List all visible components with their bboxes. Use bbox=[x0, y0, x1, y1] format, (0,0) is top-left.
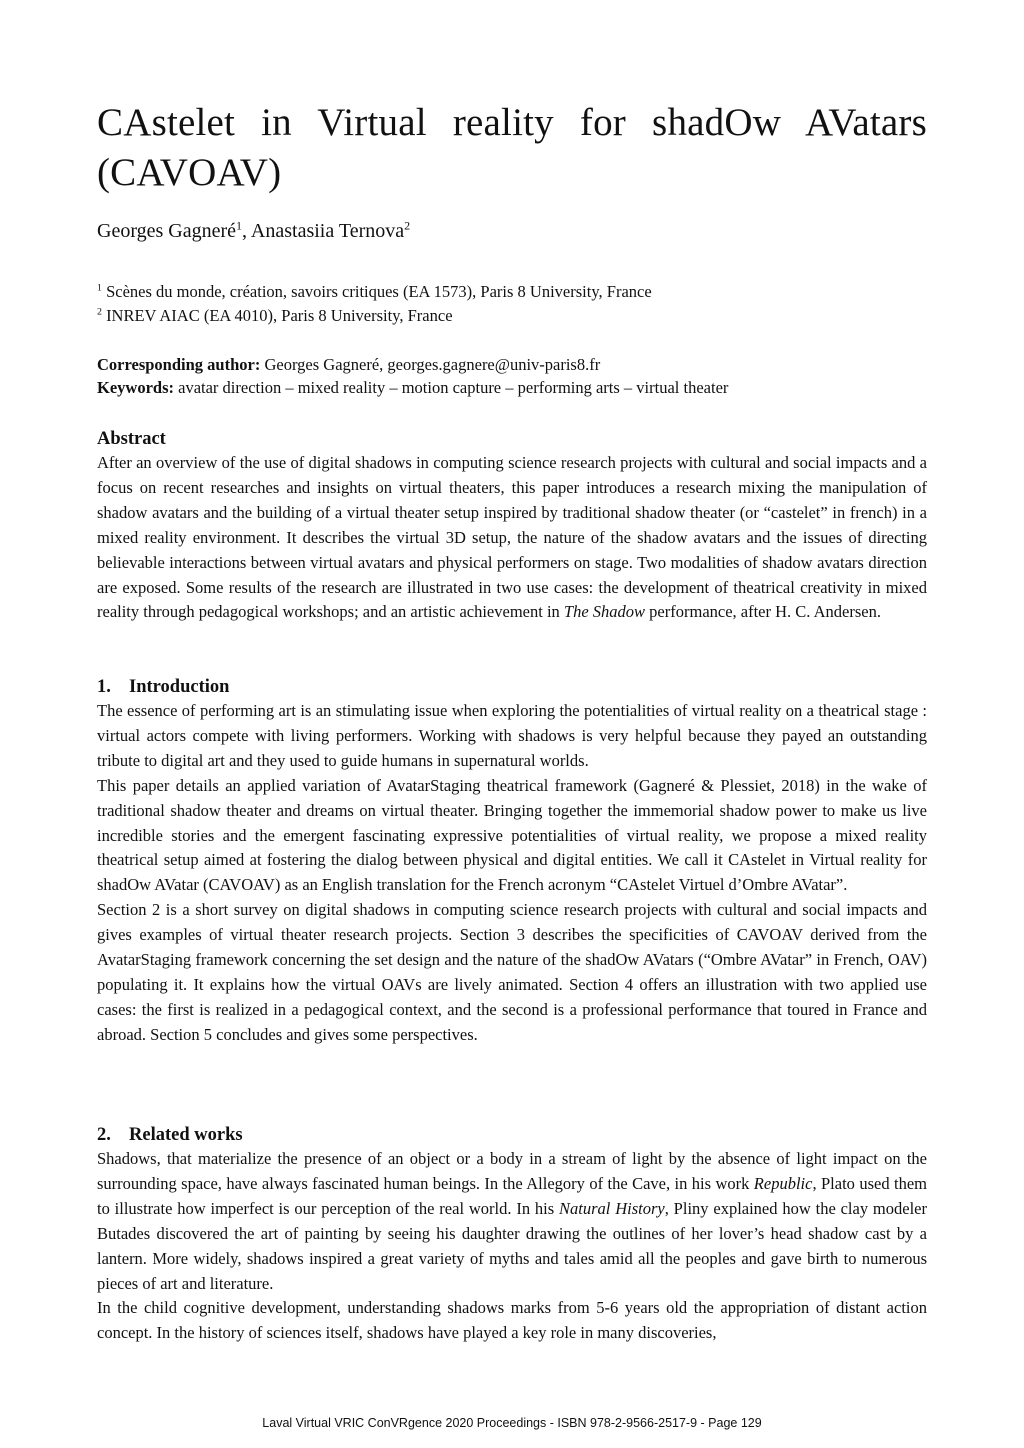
affiliation-text: INREV AIAC (EA 4010), Paris 8 University, France bbox=[101, 306, 453, 325]
paragraph-part: Shadows, that materialize the presence of an object or a body in a stream of light by the absence of light impact on the surrounding space, have always fascinated human beings. In the Allegory of the Cave, in his work bbox=[97, 1149, 927, 1193]
affiliation-marker: 1 bbox=[236, 218, 243, 233]
section-title: Related works bbox=[129, 1125, 243, 1145]
corresponding-value: Georges Gagneré, georges.gagnere@univ-paris8.fr bbox=[260, 355, 601, 374]
paragraph bbox=[97, 1147, 927, 1296]
italic-work-title: Natural History bbox=[559, 1198, 665, 1218]
section-number: 1. bbox=[97, 677, 111, 697]
italic-work-title: Republic bbox=[753, 1173, 813, 1193]
paragraph: This paper details an applied variation of AvatarStaging theatrical framework (Gagneré & Plessiet, 2018) in the wake of traditional shadow theater and dreams on virtual theater. Bringing together the immemorial shadow power to make us live incredible stories and the emergent fascinating expressive potentialities of virtual reality, we propose a mixed reality theatrical setup aimed at fostering the dialog between physical and digital entities. We call it CAstelet in Virtual reality for shadOw AVatar (CAVOAV) as an English translation for the French acronym “CAstelet Virtuel d’Ombre AVatar”. bbox=[97, 775, 927, 895]
affiliation-marker: 2 bbox=[97, 306, 102, 318]
page-footer: Laval Virtual VRIC ConVRgence 2020 Proceedings - ISBN 978-2-9566-2517-9 - Page 129 bbox=[262, 1416, 762, 1430]
section-heading bbox=[97, 1123, 927, 1147]
author-separator: , bbox=[242, 220, 251, 242]
paragraph: In the child cognitive development, understanding shadows marks from 5-6 years old the appropriation of distant action concept. In the history of sciences itself, shadows have played a key role in many discoveries, bbox=[97, 1298, 927, 1343]
author-line bbox=[97, 218, 410, 244]
abstract-text-part: After an overview of the use of digital shadows in computing science research projects with cultural and social impacts and a focus on recent researches and insights on virtual theaters, this paper introduces a research mixing the manipulation of shadow avatars and the building of a virtual theater setup inspired by traditional shadow theater (or “castelet” in french) in a mixed reality environment. It describes the virtual 3D setup, the nature of the shadow avatars and the issues of directing believable interactions between virtual avatars and physical performers on stage. Two modalities of shadow avatars direction are exposed. Some results of the research are illustrated in two use cases: the development of theatrical creativity in mixed reality through pedagogical workshops; and an artistic achievement in bbox=[97, 453, 927, 622]
paragraph-part: , Plato used them to illustrate how imperfect is our perception of the real world. In his bbox=[97, 1173, 927, 1218]
section-heading bbox=[97, 675, 927, 699]
keywords-label: Keywords: bbox=[97, 378, 174, 397]
paragraph: Section 2 is a short survey on digital shadows in computing science research projects with cultural and social impacts and gives examples of virtual theater research projects. Section 3 describes the specificities of CAVOAV derived from the AvatarStaging framework concerning the set design and the nature of the shadOw AVatars (“Ombre AVatar” in French, OAV) populating it. It explains how the virtual OAVs are lively animated. Section 4 offers an illustration with two applied use cases: the first is realized in a pedagogical context, and the second is a professional performance that toured in France and abroad. Section 5 concludes and gives some perspectives. bbox=[97, 900, 927, 1044]
abstract-section bbox=[97, 427, 927, 625]
affiliation-marker: 1 bbox=[97, 282, 102, 294]
keywords bbox=[97, 377, 728, 399]
author-name: Anastasiia Ternova bbox=[250, 220, 405, 242]
abstract-text bbox=[97, 451, 927, 625]
keywords-value: avatar direction – mixed reality – motion capture – performing arts – virtual theater bbox=[174, 378, 729, 397]
paragraph: The essence of performing art is an stimulating issue when exploring the potentialities of virtual reality on a theatrical stage : virtual actors compete with living performers. Working with shadows is very helpful because they payed an outstanding tribute to digital art and they used to guide humans in supernatural worlds. bbox=[97, 701, 927, 770]
affiliation-marker: 2 bbox=[404, 218, 411, 233]
section-title: Introduction bbox=[129, 677, 230, 697]
paragraph-part: , Pliny explained how the clay modeler Butades discovered the art of painting by seeing his daughter drawing the outlines of her lover’s head shadow cast by a lantern. More widely, shadows inspired a great variety of myths and tales amid all the peoples and gave birth to numerous pieces of art and literature. bbox=[97, 1198, 927, 1293]
abstract-italic-title: The Shadow bbox=[563, 602, 646, 622]
corresponding-author bbox=[97, 354, 600, 376]
corresponding-label: Corresponding author: bbox=[97, 355, 261, 374]
abstract-heading: Abstract bbox=[97, 429, 166, 449]
introduction-section bbox=[97, 675, 927, 1048]
related-works-section bbox=[97, 1123, 927, 1346]
abstract-text-part: performance, after H. C. Andersen. bbox=[645, 602, 881, 622]
affiliation-text: Scènes du monde, création, savoirs critiques (EA 1573), Paris 8 University, France bbox=[101, 282, 652, 301]
paper-title: CAstelet in Virtual reality for shadOw AVatars (CAVOAV) bbox=[97, 101, 927, 194]
author-name: Georges Gagneré bbox=[97, 220, 237, 242]
affiliation bbox=[97, 305, 453, 327]
section-number: 2. bbox=[97, 1125, 111, 1145]
affiliation bbox=[97, 281, 652, 303]
